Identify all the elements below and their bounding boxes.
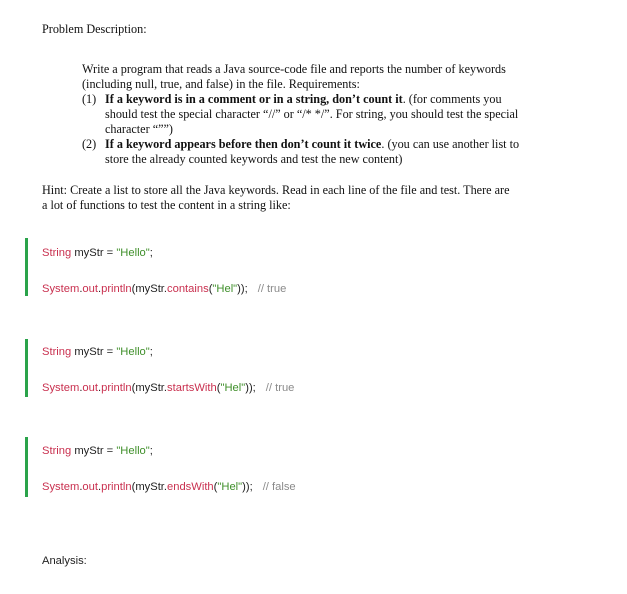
code-method: contains bbox=[167, 283, 209, 295]
requirement-2-bold: If a keyword appears before then don’t count it twice bbox=[105, 137, 382, 151]
code-block-3-bar bbox=[25, 437, 28, 497]
hint-paragraph bbox=[42, 183, 509, 213]
requirement-1-rest: . (for comments you bbox=[402, 92, 502, 106]
code-equals: = bbox=[103, 445, 117, 457]
code-block-1-bar bbox=[25, 238, 28, 296]
code-paren: ( bbox=[213, 481, 218, 493]
code-dot: . bbox=[79, 382, 83, 394]
code-block-2-line-1 bbox=[42, 346, 153, 358]
requirement-2 bbox=[82, 137, 582, 152]
code-close: )); bbox=[242, 481, 253, 493]
hint-line-2: a lot of functions to test the content in a string like: bbox=[42, 198, 291, 212]
requirement-1-line-3: character “””) bbox=[105, 122, 173, 136]
code-close: )); bbox=[237, 283, 248, 295]
problem-paragraph bbox=[82, 62, 582, 167]
code-paren: ( bbox=[216, 382, 221, 394]
code-dot: . bbox=[163, 481, 168, 493]
code-equals: = bbox=[103, 247, 117, 259]
intro-line-2: (including null, true, and false) in the file. Requirements: bbox=[82, 77, 360, 91]
code-var: myStr bbox=[71, 247, 104, 259]
requirement-1-line-2: should test the special character “//” or “/* */”. For string, you should test the special bbox=[105, 107, 519, 121]
code-type: String bbox=[42, 445, 72, 457]
code-paren: ( bbox=[131, 283, 136, 295]
code-var: myStr bbox=[71, 445, 104, 457]
code-var: myStr bbox=[135, 382, 164, 394]
code-system: System bbox=[42, 382, 80, 394]
code-dot: . bbox=[97, 382, 102, 394]
requirement-1-bold: If a keyword is in a comment or in a string, don’t count it bbox=[105, 92, 403, 106]
code-string: "Hello" bbox=[116, 346, 150, 358]
code-block-3-line-1 bbox=[42, 445, 153, 457]
code-close: )); bbox=[245, 382, 256, 394]
code-system: System bbox=[42, 283, 80, 295]
code-equals: = bbox=[103, 346, 117, 358]
requirement-1 bbox=[82, 92, 582, 107]
code-var: myStr bbox=[135, 283, 164, 295]
code-semicolon: ; bbox=[149, 346, 153, 358]
code-semicolon: ; bbox=[149, 247, 153, 259]
code-dot: . bbox=[97, 283, 102, 295]
code-paren: ( bbox=[131, 481, 136, 493]
code-println: println bbox=[101, 382, 132, 394]
code-out: out bbox=[82, 382, 98, 394]
code-paren: ( bbox=[208, 283, 213, 295]
code-paren: ( bbox=[131, 382, 136, 394]
code-dot: . bbox=[79, 283, 83, 295]
code-block-3-line-2 bbox=[42, 481, 296, 493]
code-block-1-line-1 bbox=[42, 247, 153, 259]
intro-line-1: Write a program that reads a Java source-code file and reports the number of keywords bbox=[82, 62, 506, 76]
code-dot: . bbox=[79, 481, 83, 493]
code-var: myStr bbox=[71, 346, 104, 358]
code-block-1-line-2 bbox=[42, 283, 286, 295]
code-type: String bbox=[42, 346, 72, 358]
code-arg: "Hel" bbox=[212, 283, 238, 295]
code-dot: . bbox=[163, 283, 168, 295]
problem-heading: Problem Description: bbox=[42, 22, 147, 36]
requirement-2-line-2: store the already counted keywords and test the new content) bbox=[105, 152, 403, 166]
code-out: out bbox=[82, 283, 98, 295]
code-arg: "Hel" bbox=[217, 481, 243, 493]
code-comment: // false bbox=[262, 481, 296, 493]
code-method: endsWith bbox=[167, 481, 214, 493]
analysis-heading: Analysis: bbox=[42, 555, 87, 567]
requirement-2-rest: . (you can use another list to bbox=[381, 137, 520, 151]
code-semicolon: ; bbox=[149, 445, 153, 457]
code-type: String bbox=[42, 247, 72, 259]
code-comment: // true bbox=[265, 382, 295, 394]
code-block-2-line-2 bbox=[42, 382, 294, 394]
hint-line-1: Hint: Create a list to store all the Java keywords. Read in each line of the file and test. There are bbox=[42, 183, 510, 197]
code-string: "Hello" bbox=[116, 445, 150, 457]
code-arg: "Hel" bbox=[220, 382, 246, 394]
code-string: "Hello" bbox=[116, 247, 150, 259]
code-println: println bbox=[101, 481, 132, 493]
code-dot: . bbox=[97, 481, 102, 493]
requirement-1-number: (1) bbox=[82, 92, 97, 106]
code-method: startsWith bbox=[167, 382, 217, 394]
code-out: out bbox=[82, 481, 98, 493]
requirement-2-number: (2) bbox=[82, 137, 97, 151]
code-println: println bbox=[101, 283, 132, 295]
code-comment: // true bbox=[257, 283, 287, 295]
code-dot: . bbox=[163, 382, 168, 394]
code-var: myStr bbox=[135, 481, 164, 493]
code-system: System bbox=[42, 481, 80, 493]
code-block-2-bar bbox=[25, 339, 28, 397]
